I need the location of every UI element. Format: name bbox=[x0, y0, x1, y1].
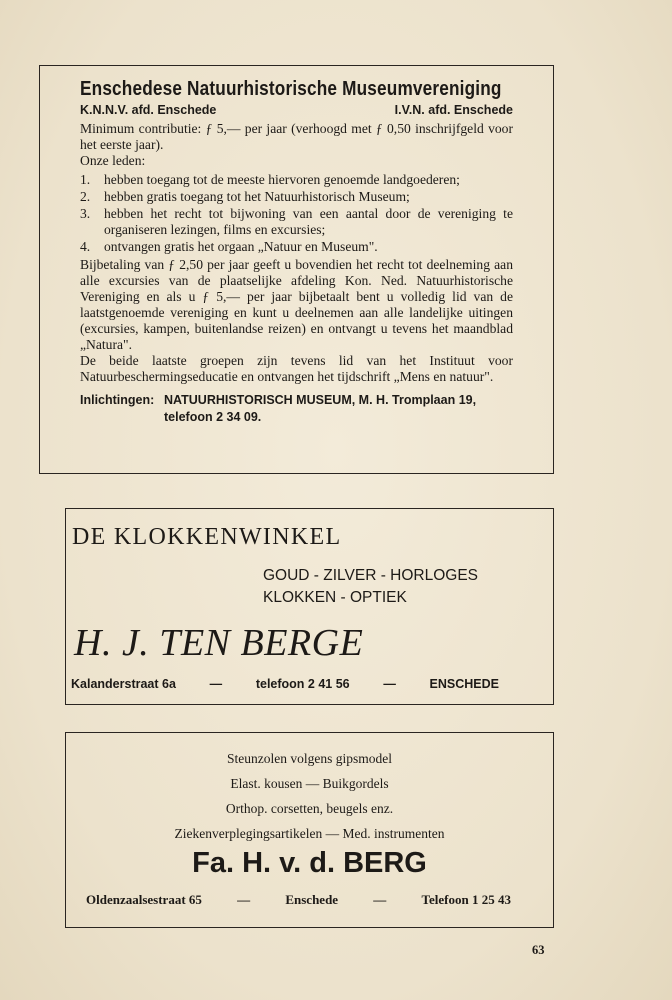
museum-title: Enschedese Natuurhistorische Museumvereniging bbox=[80, 78, 502, 100]
separator: — bbox=[373, 892, 387, 907]
contribution-text: Minimum contributie: ƒ 5,— per jaar (verhoogd met ƒ 0,50 inschrijfgeld voor het eerste jaar). bbox=[80, 121, 513, 152]
klokkenwinkel-ad bbox=[65, 508, 554, 705]
berg-ad bbox=[65, 732, 554, 928]
berg-contact bbox=[86, 892, 511, 908]
separator: — bbox=[383, 677, 396, 691]
list-item: 2. hebben gratis toegang tot het Natuurhistorisch Museum; bbox=[80, 189, 410, 204]
museum-affiliations bbox=[80, 103, 513, 121]
product-lines bbox=[66, 746, 553, 846]
list-item: 3. hebben het recht tot bijwoning van een aantal door de vereniging te organiseren lezingen, films en excursies; bbox=[80, 206, 513, 237]
museum-info bbox=[80, 392, 513, 426]
product-line: Orthop. corsetten, beugels enz. bbox=[225, 801, 394, 816]
owner-name: H. J. TEN BERGE bbox=[74, 622, 364, 664]
knnv-affiliation: K.N.N.V. afd. Enschede bbox=[80, 103, 217, 117]
separator: — bbox=[209, 677, 223, 691]
company-name: Fa. H. v. d. BERG bbox=[192, 847, 427, 879]
groups-text: De beide laatste groepen zijn tevens lid van het Instituut voor Natuurbeschermingseducatie en ontvangen het tijdschrift „Mens en natuur". bbox=[80, 353, 513, 384]
address: Kalanderstraat 6a bbox=[71, 677, 176, 691]
extra-payment-text: Bijbetaling van ƒ 2,50 per jaar geeft u bovendien het recht tot deelneming aan alle excursies van de plaatselijke afdeling Kon. Ned. Natuurhistorische Vereniging en als u ƒ 5,— per jaar bijbetaalt bent u volledig lid van de laatstgenoemde vereniging en kunt u deelnemen aan alle landelijke uitingen (excursies, kampen, buitenlandse reizen) en ontvangt u tevens het maandblad „Natura". bbox=[80, 257, 513, 352]
museum-body bbox=[80, 121, 513, 385]
info-label: Inlichtingen: bbox=[80, 393, 155, 407]
address: Oldenzaalsestraat 65 bbox=[86, 892, 202, 907]
city: ENSCHEDE bbox=[429, 677, 499, 691]
info-address: NATUURHISTORISCH MUSEUM, M. H. Tromplaan 19, telefoon 2 34 09. bbox=[164, 393, 477, 424]
city: Enschede bbox=[285, 892, 339, 907]
goods-line: GOUD - ZILVER - HORLOGES bbox=[263, 567, 479, 584]
phone: telefoon 2 41 56 bbox=[255, 677, 350, 691]
member-benefits-list bbox=[80, 172, 513, 255]
goods-list bbox=[263, 565, 478, 609]
ivn-affiliation: I.V.N. afd. Enschede bbox=[394, 103, 513, 117]
page-number: 63 bbox=[532, 943, 545, 957]
product-line: Ziekenverplegingsartikelen — Med. instrumenten bbox=[174, 826, 445, 841]
list-item: 1. hebben toegang tot de meeste hiervoren genoemde landgoederen; bbox=[80, 172, 460, 187]
museum-association-ad bbox=[39, 65, 554, 474]
members-heading: Onze leden: bbox=[80, 153, 146, 168]
klokken-contact bbox=[71, 677, 499, 691]
phone: Telefoon 1 25 43 bbox=[421, 892, 511, 907]
shop-name: DE KLOKKENWINKEL bbox=[72, 524, 342, 550]
product-line: Elast. kousen — Buikgordels bbox=[230, 776, 389, 791]
product-line: Steunzolen volgens gipsmodel bbox=[227, 751, 392, 766]
separator: — bbox=[237, 892, 251, 907]
goods-line: KLOKKEN - OPTIEK bbox=[263, 589, 407, 606]
list-item: 4. ontvangen gratis het orgaan „Natuur en Museum". bbox=[80, 239, 378, 254]
